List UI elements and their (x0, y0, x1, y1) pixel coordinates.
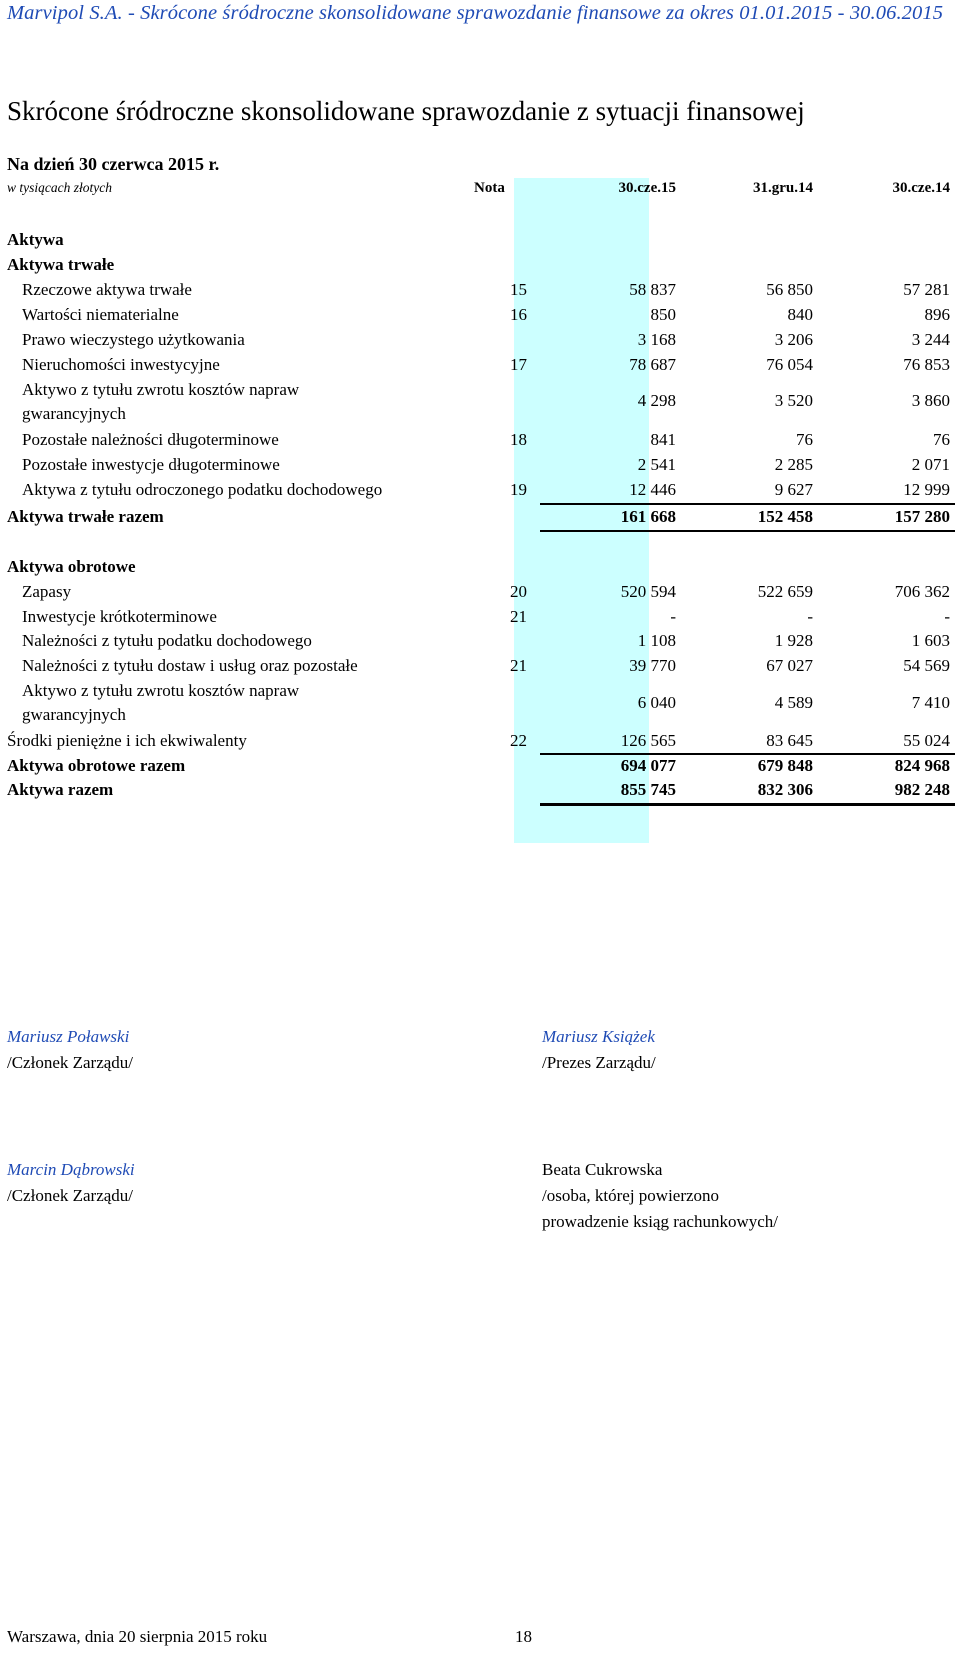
value-31-gru-14: 67 027 (766, 656, 813, 675)
value-30-cze-15: 694 077 (620, 756, 676, 775)
subtotal-rule (540, 753, 955, 755)
value-30-cze-15: 3 168 (637, 330, 676, 349)
subtotal-rule (540, 503, 955, 505)
value-30-cze-14: 3 244 (911, 330, 950, 349)
value-31-gru-14: 83 645 (766, 731, 813, 750)
value-30-cze-14: 982 248 (894, 780, 950, 799)
value-31-gru-14: 679 848 (757, 756, 813, 775)
value-30-cze-14: 2 071 (911, 455, 950, 474)
value-30-cze-14: 157 280 (894, 507, 950, 526)
row-label: Aktywa obrotowe razem (7, 756, 186, 775)
value-31-gru-14: 2 285 (774, 455, 813, 474)
value-31-gru-14: 76 054 (766, 355, 813, 374)
value-30-cze-14: 76 853 (903, 355, 950, 374)
row-label: Należności z tytułu dostaw i usług oraz pozostałe (22, 656, 358, 675)
signatory-name: Mariusz Książek (542, 1027, 655, 1046)
row-label: Zapasy (22, 582, 72, 601)
value-30-cze-15: 520 594 (620, 582, 676, 601)
row-nota: 15 (510, 280, 527, 299)
value-31-gru-14: 522 659 (757, 582, 813, 601)
page-number: 18 (515, 1627, 532, 1646)
signatory-role: /Członek Zarządu/ (7, 1186, 134, 1205)
statement-title: Skrócone śródroczne skonsolidowane sprawozdanie z sytuacji finansowej (7, 96, 805, 126)
value-30-cze-15: 58 837 (629, 280, 676, 299)
units-note: w tysiącach złotych (7, 180, 112, 195)
value-30-cze-14: 1 603 (911, 631, 950, 650)
value-30-cze-15: 78 687 (629, 355, 676, 374)
value-30-cze-15: 850 (650, 305, 676, 324)
column-header-31-gru-14: 31.gru.14 (753, 180, 813, 196)
signatory-name: Mariusz Poławski (7, 1027, 130, 1046)
row-label: Aktywa trwałe (7, 255, 115, 274)
signatory-name: Beata Cukrowska (542, 1160, 663, 1179)
row-label: Wartości niematerialne (22, 305, 179, 324)
value-31-gru-14: 56 850 (766, 280, 813, 299)
value-30-cze-15: 855 745 (620, 780, 676, 799)
value-31-gru-14: 4 589 (774, 693, 813, 712)
value-30-cze-15: 841 (650, 430, 676, 449)
value-30-cze-15: 1 108 (637, 631, 676, 650)
value-30-cze-14: 896 (924, 305, 950, 324)
row-nota: 17 (510, 355, 527, 374)
signatory-role: /Członek Zarządu/ (7, 1053, 134, 1072)
row-label: Pozostałe inwestycje długoterminowe (22, 455, 280, 474)
row-label: Aktywa (7, 230, 64, 249)
value-31-gru-14: 3 520 (774, 391, 813, 410)
value-31-gru-14: 3 206 (774, 330, 813, 349)
row-label: Należności z tytułu podatku dochodowego (22, 631, 312, 650)
row-nota: 18 (510, 430, 527, 449)
signatory-role: /Prezes Zarządu/ (542, 1053, 656, 1072)
value-30-cze-14: 57 281 (903, 280, 950, 299)
document-header: Marvipol S.A. - Skrócone śródroczne skonsolidowane sprawozdanie finansowe za okres 01.01.2015 - 30.06.2015 (7, 2, 944, 24)
row-label: Aktywa trwałe razem (7, 507, 164, 526)
row-label-continued: gwarancyjnych (22, 404, 126, 423)
row-label: Prawo wieczystego użytkowania (22, 330, 245, 349)
row-label: Pozostałe należności długoterminowe (22, 430, 279, 449)
value-31-gru-14: 1 928 (774, 631, 813, 650)
row-label-continued: gwarancyjnych (22, 705, 126, 724)
row-nota: 22 (510, 731, 527, 750)
value-30-cze-15: 4 298 (637, 391, 676, 410)
row-nota: 16 (510, 305, 527, 324)
column-header-nota: Nota (474, 180, 505, 196)
value-30-cze-15: 6 040 (637, 693, 676, 712)
row-label: Aktywa razem (7, 780, 114, 799)
footer-place-date: Warszawa, dnia 20 sierpnia 2015 roku (7, 1627, 268, 1646)
row-label: Aktywa obrotowe (7, 557, 136, 576)
value-30-cze-14: 3 860 (911, 391, 950, 410)
value-31-gru-14: 9 627 (774, 480, 813, 499)
value-31-gru-14: 152 458 (757, 507, 813, 526)
signature-block (542, 1157, 778, 1235)
grand-total-rule (540, 803, 955, 806)
total-rule (540, 530, 955, 532)
value-30-cze-15: 39 770 (629, 656, 676, 675)
value-30-cze-14: 54 569 (903, 656, 950, 675)
value-30-cze-15: 12 446 (629, 480, 676, 499)
row-label: Inwestycje krótkoterminowe (22, 607, 217, 626)
signature-block (7, 1024, 133, 1076)
table-row (0, 380, 960, 426)
value-31-gru-14: 76 (796, 430, 813, 449)
column-header-30-cze-14: 30.cze.14 (892, 180, 950, 196)
value-30-cze-14: 76 (933, 430, 950, 449)
value-30-cze-14: 7 410 (911, 693, 950, 712)
signatory-role: /osoba, której powierzono (542, 1186, 720, 1205)
row-nota: 21 (510, 607, 527, 626)
value-30-cze-14: 706 362 (894, 582, 950, 601)
row-nota: 19 (510, 480, 527, 499)
row-label: Aktywo z tytułu zwrotu kosztów napraw (22, 681, 300, 700)
value-30-cze-15: 161 668 (620, 507, 676, 526)
value-30-cze-14: 824 968 (894, 756, 950, 775)
value-30-cze-14: - (944, 607, 950, 626)
row-label: Aktywo z tytułu zwrotu kosztów napraw (22, 380, 300, 399)
signature-block (542, 1024, 656, 1076)
row-label: Środki pieniężne i ich ekwiwalenty (7, 731, 247, 750)
value-30-cze-14: 12 999 (903, 480, 950, 499)
value-30-cze-15: - (670, 607, 676, 626)
value-30-cze-14: 55 024 (903, 731, 950, 750)
row-label: Aktywa z tytułu odroczonego podatku dochodowego (22, 480, 383, 499)
value-30-cze-15: 126 565 (620, 731, 676, 750)
row-label: Nieruchomości inwestycyjne (22, 355, 220, 374)
signature-block (7, 1157, 135, 1209)
row-label: Rzeczowe aktywa trwałe (22, 280, 192, 299)
signatory-role-continued: prowadzenie ksiąg rachunkowych/ (542, 1212, 779, 1231)
value-31-gru-14: 840 (787, 305, 813, 324)
signatory-name: Marcin Dąbrowski (7, 1160, 135, 1179)
value-30-cze-15: 2 541 (637, 455, 676, 474)
value-31-gru-14: 832 306 (757, 780, 813, 799)
as-of-date: Na dzień 30 czerwca 2015 r. (7, 154, 220, 174)
row-nota: 20 (510, 582, 527, 601)
column-header-30-cze-15: 30.cze.15 (618, 180, 676, 196)
value-31-gru-14: - (807, 607, 813, 626)
row-nota: 21 (510, 656, 527, 675)
table-row (0, 681, 960, 727)
